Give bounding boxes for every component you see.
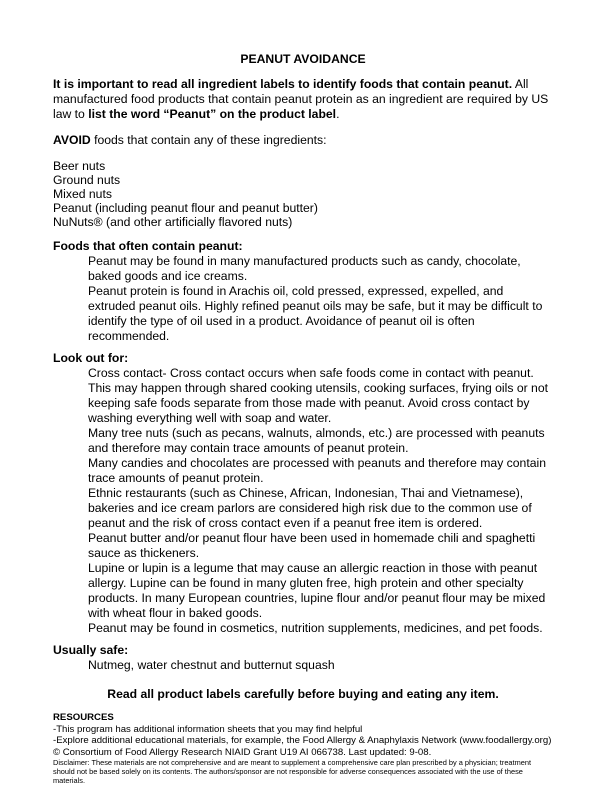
avoid-item: NuNuts® (and other artificially flavored nuts) <box>53 215 293 229</box>
page-title: PEANUT AVOIDANCE <box>240 52 366 66</box>
foods-often-item: Peanut protein is found in Arachis oil, cold pressed, expressed, expelled, and extruded peanut oils. Highly refined peanut oils may be safe, but it may be difficult to identify the type of oil used in a product. Avoidance of peanut oil is often recommended. <box>88 284 543 343</box>
look-out-item: Lupine or lupin is a legume that may cause an allergic reaction in those with peanut allergy. Lupine can be found in many gluten free, high protein and other specialty products. In many European countries, lupine flour and/or peanut flour may be mixed with wheat flour in baked goods. <box>88 561 546 620</box>
avoid-heading <box>53 133 553 148</box>
resources-heading: RESOURCES <box>53 712 114 723</box>
intro-text: All manufactured food products that contain peanut protein as an ingredient are required by US law to <box>53 77 549 121</box>
resources-line: -This program has additional information sheets that you may find helpful <box>53 723 363 735</box>
foods-often-heading: Foods that often contain peanut: <box>53 239 243 253</box>
disclaimer: Disclaimer: These materials are not comprehensive and are meant to supplement a comprehensive care plan prescribed by a physician; treatment should not be based solely on its contents. The authors/sponsor are not responsible for adverse consequences associated with the use of these materials. <box>53 758 532 785</box>
resources-line: -Explore additional educational materials, for example, the Food Allergy & Anaphylaxis Network (www.foodallergy.org) <box>53 735 552 746</box>
usually-safe-section <box>53 643 553 673</box>
intro-paragraph <box>53 77 553 122</box>
avoid-item: Ground nuts <box>53 173 121 187</box>
usually-safe-heading: Usually safe: <box>53 643 129 657</box>
avoid-list <box>53 159 553 229</box>
avoid-item: Beer nuts <box>53 159 106 173</box>
avoid-bold: AVOID <box>53 133 91 147</box>
look-out-item: Many candies and chocolates are processed with peanuts and therefore may contain trace amounts of peanut protein. <box>88 456 546 485</box>
intro-end: . <box>336 107 340 121</box>
intro-bold-lead: It is important to read all ingredient labels to identify foods that contain peanut. <box>53 77 513 91</box>
look-out-section <box>53 351 553 636</box>
look-out-item: Peanut butter and/or peanut flour have been used in homemade chili and spaghetti sauce as thickeners. <box>88 531 536 560</box>
look-out-item: Ethnic restaurants (such as Chinese, African, Indonesian, Thai and Vietnamese), bakeries and ice cream parlors are considered high risk due to the common use of peanut and the risk of cross contact even if a peanut free item is ordered. <box>88 486 532 530</box>
resources-section <box>53 712 553 785</box>
document-page <box>53 52 553 785</box>
foods-often-section <box>53 239 553 344</box>
look-out-heading: Look out for: <box>53 351 129 365</box>
usually-safe-item: Nutmeg, water chestnut and butternut squash <box>88 658 335 672</box>
foods-often-item: Peanut may be found in many manufactured products such as candy, chocolate, baked goods and ice creams. <box>88 254 521 283</box>
closing-statement: Read all product labels carefully before buying and eating any item. <box>107 687 499 701</box>
copyright-line: © Consortium of Food Allergy Research NIAID Grant U19 AI 066738. Last updated: 9-08. <box>53 746 432 758</box>
look-out-item: Peanut may be found in cosmetics, nutrition supplements, medicines, and pet foods. <box>88 621 543 635</box>
look-out-item: Many tree nuts (such as pecans, walnuts, almonds, etc.) are processed with peanuts and therefore may contain trace amounts of peanut protein. <box>88 426 545 455</box>
avoid-item: Mixed nuts <box>53 187 112 201</box>
intro-bold-tail: list the word “Peanut” on the product label <box>88 107 337 121</box>
avoid-item: Peanut (including peanut flour and peanut butter) <box>53 201 318 215</box>
look-out-item: Cross contact- Cross contact occurs when safe foods come in contact with peanut. This may happen through shared cooking utensils, cooking surfaces, frying oils or not keeping safe foods separate from those made with peanut. Avoid cross contact by washing everything well with soap and water. <box>88 366 548 425</box>
avoid-text: foods that contain any of these ingredients: <box>90 133 327 147</box>
